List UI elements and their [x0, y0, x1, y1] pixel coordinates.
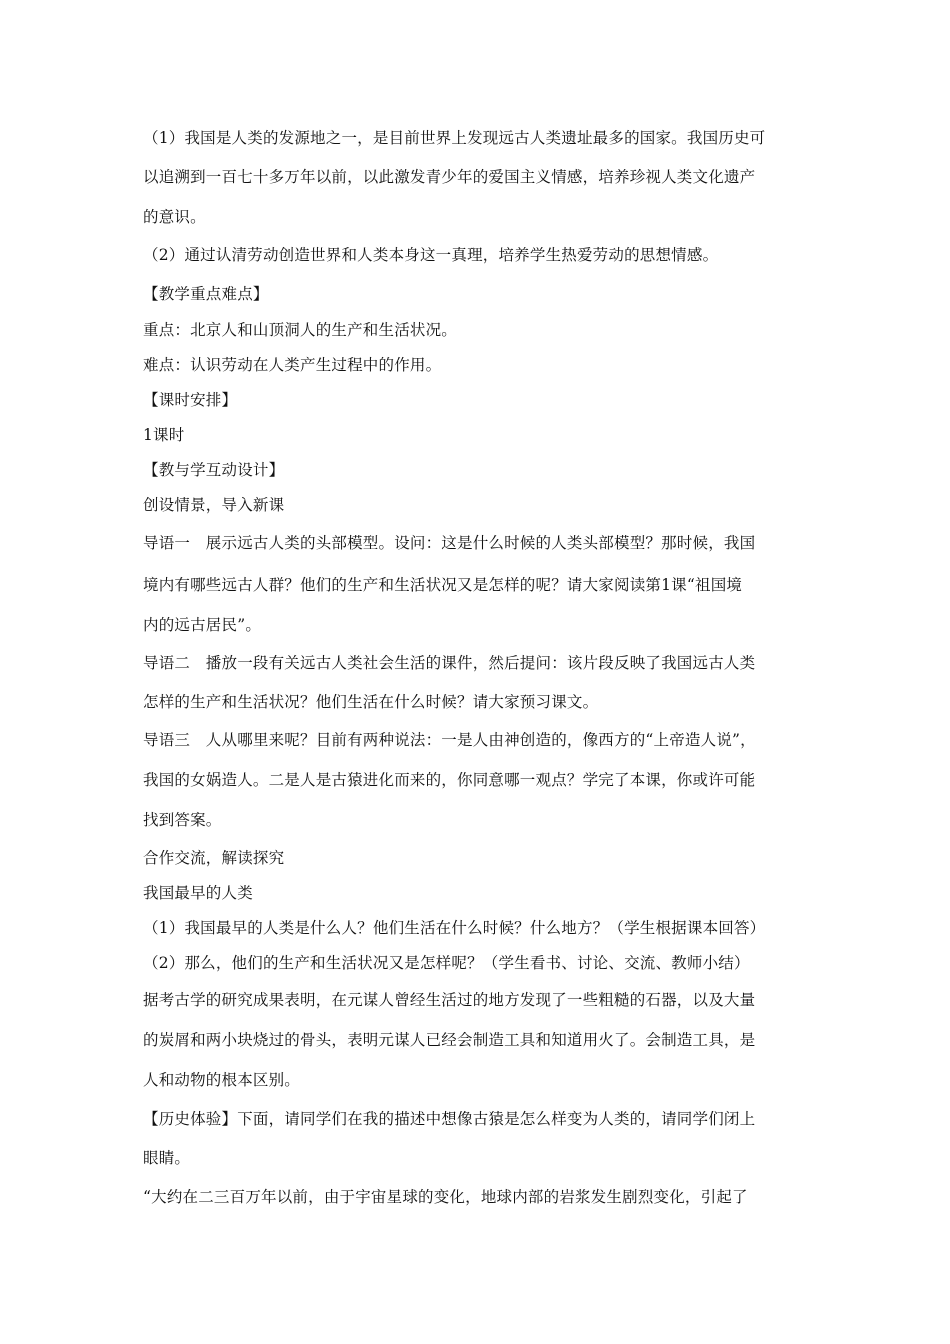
difficulty-line: 难点：认识劳动在人类产生过程中的作用。: [143, 356, 442, 374]
intro-one-line-1: 导语一 展示远古人类的头部模型。设问：这是什么时候的人类头部模型？那时候，我国: [143, 534, 756, 552]
research-line-3: 人和动物的根本区别。: [143, 1071, 301, 1089]
history-experience-line-2: 眼睛。: [143, 1149, 191, 1167]
intro-one-line-2: 境内有哪些远古人群？他们的生产和生活状况又是怎样的呢？请大家阅读第1课“祖国境: [143, 576, 743, 594]
objective-2-line: （2）通过认清劳动创造世界和人类本身这一真理，培养学生热爱劳动的思想情感。: [143, 246, 719, 264]
section-heading-interaction: 【教与学互动设计】: [143, 461, 285, 479]
schedule-line: 1课时: [143, 426, 185, 444]
subheading-intro: 创设情景，导入新课: [143, 496, 285, 514]
intro-three-line-2: 我国的女娲造人。二是人是古猿进化而来的，你同意哪一观点？学完了本课，你或许可能: [143, 771, 756, 789]
research-line-1: 据考古学的研究成果表明，在元谋人曾经生活过的地方发现了一些粗糙的石器，以及大量: [143, 991, 756, 1009]
subheading-earliest-humans: 我国最早的人类: [143, 884, 253, 902]
history-experience-line-1: 【历史体验】下面，请同学们在我的描述中想像古猿是怎么样变为人类的，请同学们闭上: [143, 1110, 756, 1128]
intro-two-line-2: 怎样的生产和生活状况？他们生活在什么时候？请大家预习课文。: [143, 693, 599, 711]
intro-two-line-1: 导语二 播放一段有关远古人类社会生活的课件，然后提问：该片段反映了我国远古人类: [143, 654, 756, 672]
intro-three-line-3: 找到答案。: [143, 811, 222, 829]
key-point-line: 重点：北京人和山顶洞人的生产和生活状况。: [143, 321, 458, 339]
subheading-cooperation: 合作交流，解读探究: [143, 849, 285, 867]
intro-three-line-1: 导语三 人从哪里来呢？目前有两种说法：一是人由神创造的，像西方的“上帝造人说”，: [143, 731, 756, 749]
objective-line-3: 的意识。: [143, 208, 206, 226]
quote-line-1: “大约在二三百万年以前，由于宇宙星球的变化，地球内部的岩浆发生剧烈变化，引起了: [143, 1188, 748, 1206]
question-2-line: （2）那么，他们的生产和生活状况又是怎样呢？（学生看书、讨论、交流、教师小结）: [143, 954, 750, 972]
section-heading-key-points: 【教学重点难点】: [143, 285, 269, 303]
section-heading-schedule: 【课时安排】: [143, 391, 238, 409]
research-line-2: 的炭屑和两小块烧过的骨头，表明元谋人已经会制造工具和知道用火了。会制造工具，是: [143, 1031, 756, 1049]
objective-line-1: （1）我国是人类的发源地之一，是目前世界上发现远古人类遗址最多的国家。我国历史可: [143, 129, 766, 147]
question-1-line: （1）我国最早的人类是什么人？他们生活在什么时候？什么地方？（学生根据课本回答）: [143, 919, 766, 937]
objective-line-2: 以追溯到一百七十多万年以前，以此激发青少年的爱国主义情感，培养珍视人类文化遗产: [143, 168, 756, 186]
intro-one-line-3: 内的远古居民”。: [143, 616, 262, 634]
